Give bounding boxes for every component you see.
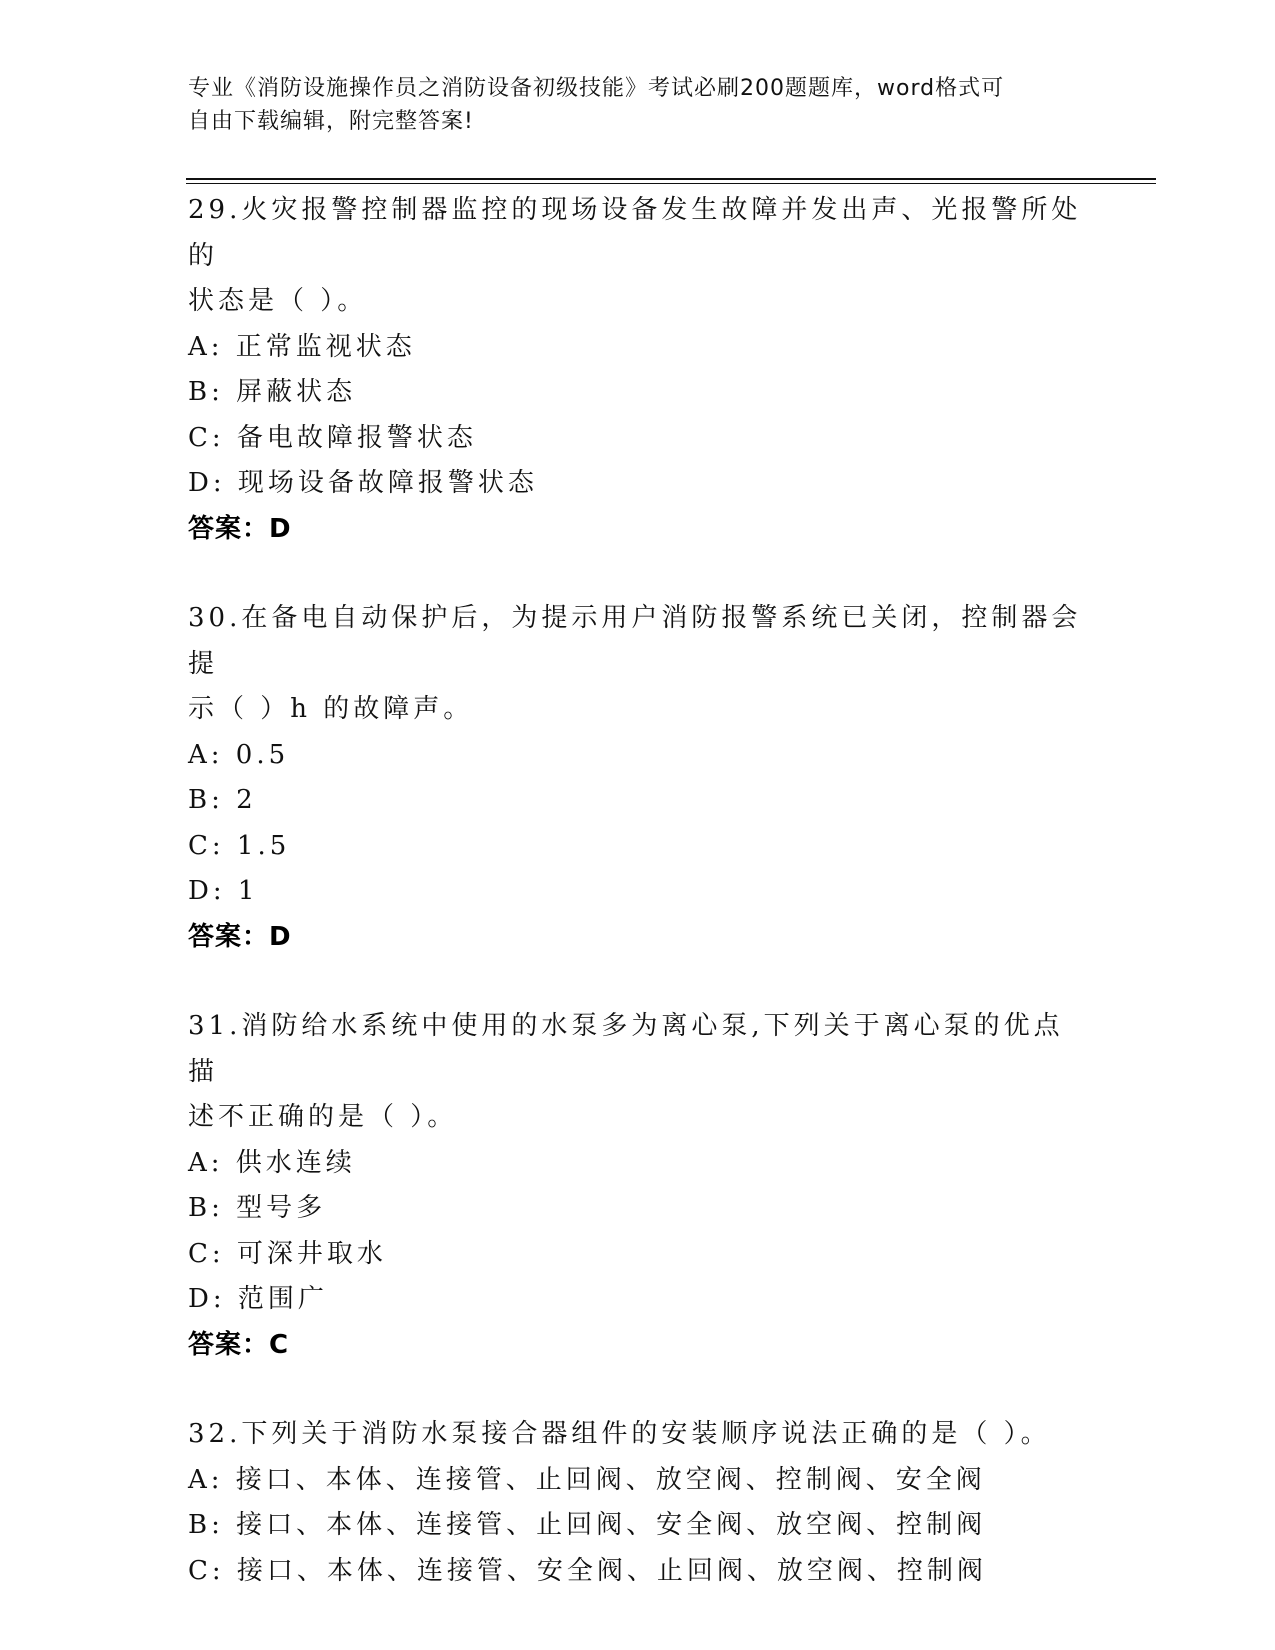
- header-line-1: 专业《消防设施操作员之消防设备初级技能》考试必刷200题题库，word格式可: [188, 76, 1005, 101]
- question-31: [188, 1004, 1088, 1368]
- option-c: C: 接口、本体、连接管、安全阀、止回阀、放空阀、控制阀: [188, 1555, 987, 1586]
- option-c: C: 备电故障报警状态: [188, 422, 477, 453]
- answer-label: 答案：C: [188, 1329, 290, 1360]
- header-divider-thin: [186, 183, 1156, 184]
- answer-label: 答案：D: [188, 513, 292, 544]
- question-29: [188, 188, 1088, 552]
- option-d: D: 现场设备故障报警状态: [188, 468, 538, 498]
- answer-label: 答案：D: [188, 921, 292, 952]
- document-header: [188, 72, 1068, 138]
- option-c: C: 可深井取水: [188, 1238, 387, 1269]
- option-b: B: 接口、本体、连接管、止回阀、安全阀、放空阀、控制阀: [188, 1510, 987, 1540]
- option-d: D: 1: [188, 876, 259, 906]
- option-a: A: 0.5: [188, 739, 290, 770]
- question-32: [188, 1412, 1088, 1594]
- option-b: B: 2: [188, 785, 257, 815]
- question-stem-line: 述不正确的是（ ）。: [188, 1102, 458, 1132]
- option-c: C: 1.5: [188, 830, 291, 861]
- question-stem-line: 32.下列关于消防水泵接合器组件的安装顺序说法正确的是（ ）。: [188, 1419, 1051, 1449]
- option-d: D: 范围广: [188, 1284, 328, 1314]
- option-b: B: 型号多: [188, 1193, 327, 1223]
- header-line-2: 自由下载编辑，附完整答案!: [188, 109, 474, 134]
- option-a: A: 供水连续: [188, 1147, 356, 1178]
- header-divider-thick: [186, 178, 1156, 180]
- option-a: A: 接口、本体、连接管、止回阀、放空阀、控制阀、安全阀: [188, 1464, 986, 1495]
- option-b: B: 屏蔽状态: [188, 377, 357, 407]
- question-stem-line: 示（ ）h 的故障声。: [188, 694, 474, 724]
- question-stem-line: 30.在备电自动保护后，为提示用户消防报警系统已关闭，控制器会提: [188, 603, 1082, 679]
- question-stem-line: 状态是（ ）。: [188, 286, 368, 316]
- option-a: A: 正常监视状态: [188, 331, 416, 362]
- question-stem-line: 31.消防给水系统中使用的水泵多为离心泵,下列关于离心泵的优点描: [188, 1011, 1064, 1087]
- question-list: [188, 188, 1088, 1638]
- question-stem-line: 29.火灾报警控制器监控的现场设备发生故障并发出声、光报警所处的: [188, 195, 1082, 271]
- question-30: [188, 596, 1088, 960]
